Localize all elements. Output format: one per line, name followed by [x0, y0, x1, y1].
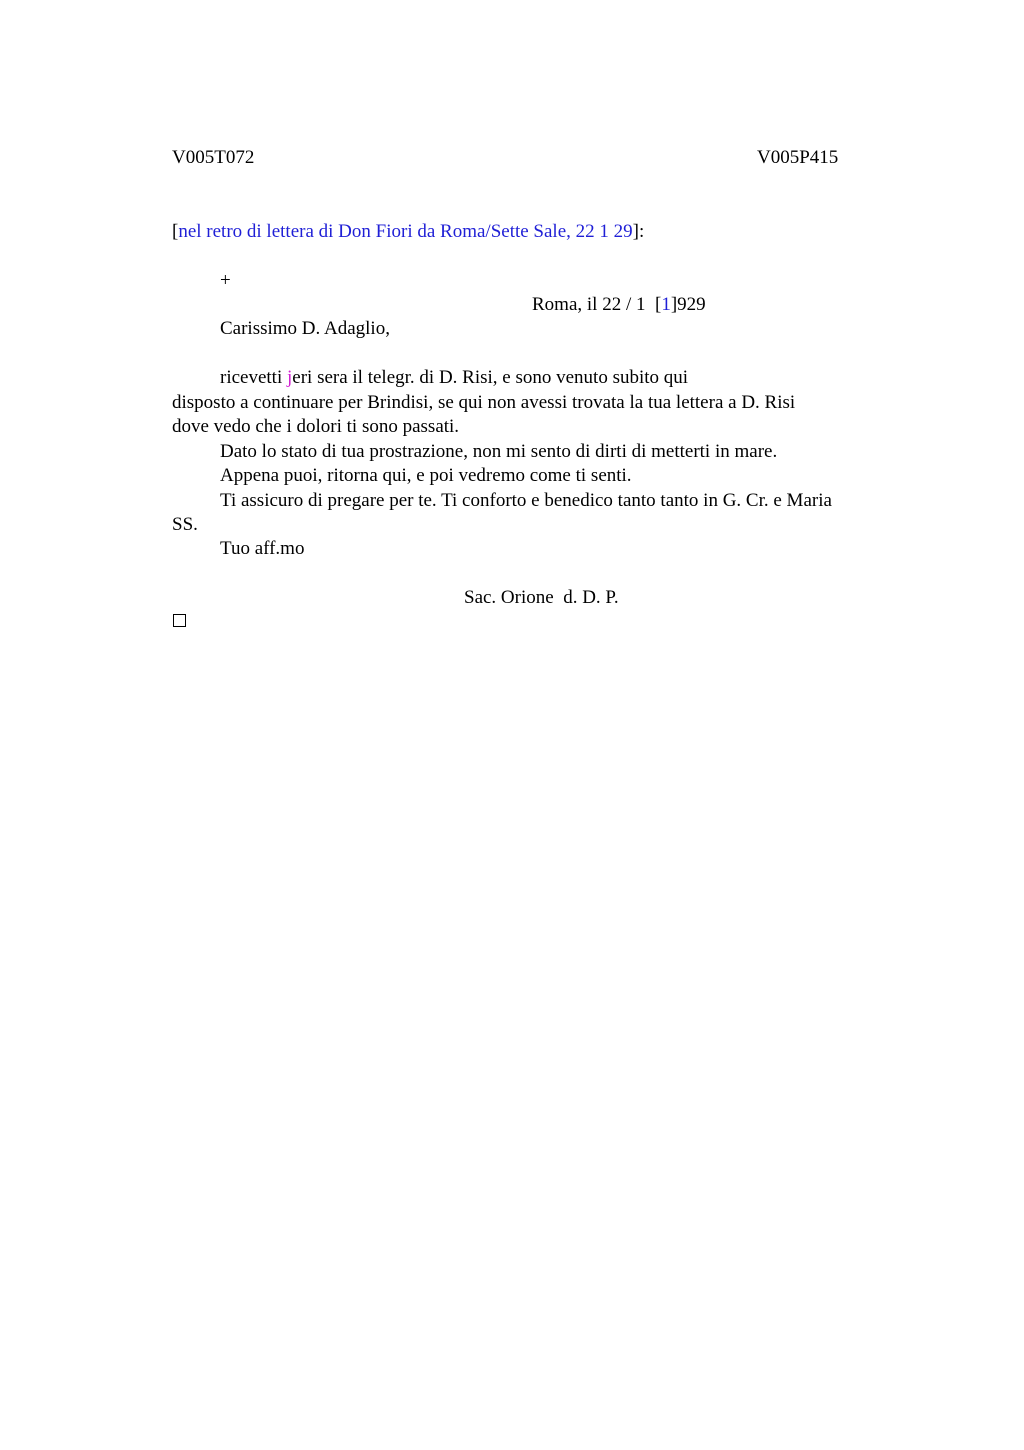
body-line-1-end: eri sera il telegr. di D. Risi, e sono venuto subito qui — [292, 367, 689, 388]
salutation: Carissimo D. Adaglio, — [220, 318, 390, 339]
dateline-year-rest: ]929 — [670, 294, 706, 315]
dateline-place: Roma, il 22 / 1 [ — [532, 294, 662, 315]
end-marker-box — [173, 614, 186, 627]
document-code-left: V005T072 — [172, 147, 255, 168]
dateline — [513, 269, 706, 341]
closing: Tuo aff.mo — [220, 538, 305, 559]
note-open-bracket: [ — [172, 221, 179, 242]
correction-mark: j — [287, 367, 293, 388]
body-paragraph-2: Dato lo stato di tua prostrazione, non mi sento di dirti di metterti in mare. — [220, 441, 778, 462]
body-line-1 — [220, 366, 688, 390]
body-paragraph-3: Appena puoi, ritorna qui, e poi vedremo come ti senti. — [220, 465, 632, 486]
body-paragraph-4: Ti assicuro di pregare per te. Ti conforto e benedico tanto tanto in G. Cr. e Maria — [220, 490, 832, 511]
editorial-note — [172, 220, 644, 244]
cross-symbol: + — [220, 270, 231, 291]
body-line-2: disposto a continuare per Brindisi, se qui non avessi trovata la tua lettera a D. Risi — [172, 392, 796, 413]
body-line-3: dove vedo che i dolori ti sono passati. — [172, 416, 460, 437]
dateline-year-digit: 1 — [661, 294, 671, 315]
body-line-1-start: ricevetti — [220, 367, 287, 388]
body-paragraph-4-cont: SS. — [172, 514, 198, 535]
note-close: ]: — [632, 221, 645, 242]
signature: Sac. Orione d. D. P. — [464, 587, 619, 608]
note-text: nel retro di lettera di Don Fiori da Roma/Sette Sale, 22 1 29 — [178, 221, 633, 242]
document-code-right: V005P415 — [757, 147, 839, 168]
